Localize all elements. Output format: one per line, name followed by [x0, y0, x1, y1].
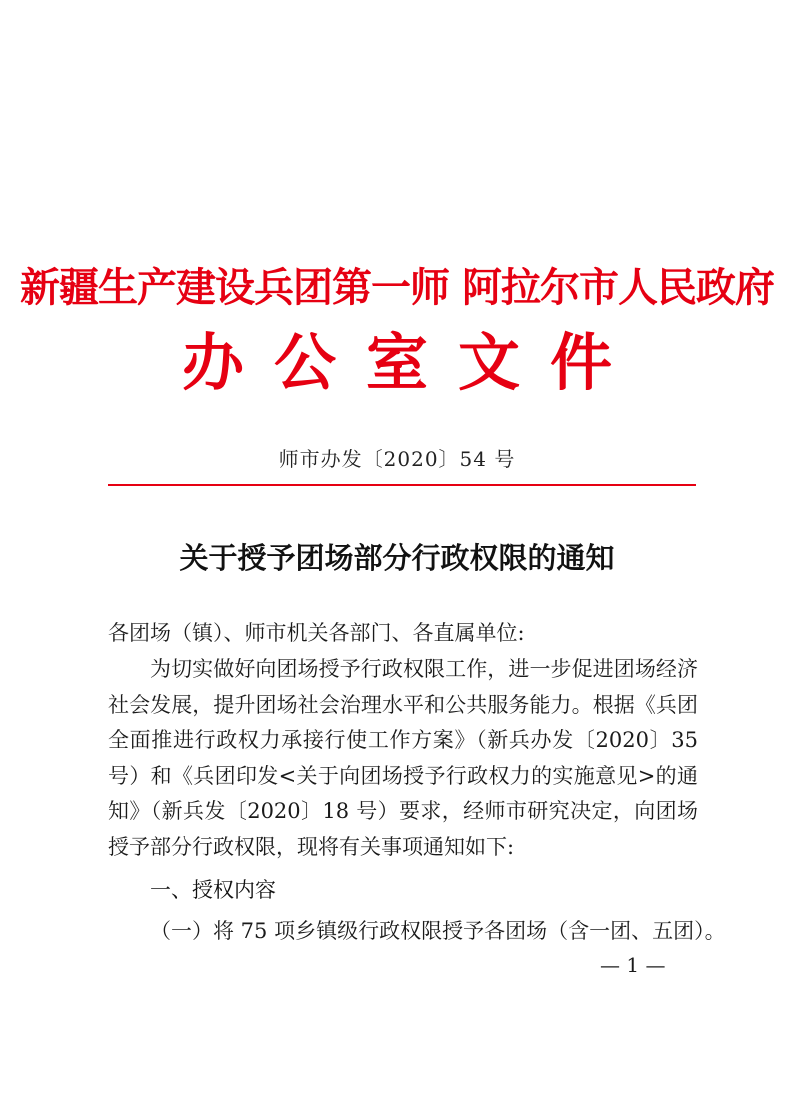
page-number: — 1 —: [600, 953, 666, 977]
document-number: 师市办发〔2020〕54 号: [278, 447, 516, 471]
salutation: 各团场（镇）、师市机关各部门、各直属单位:: [108, 621, 525, 645]
section-heading: 一、授权内容: [150, 878, 276, 902]
list-item: （一）将 75 项乡镇级行政权限授予各团场（含一团、五团）。: [150, 919, 726, 943]
red-separator-line: [108, 484, 696, 486]
body-paragraph: 为切实做好向团场授予行政权限工作，进一步促进团场经济社会发展，提升团场社会治理水平和公共服务能力。根据《兵团全面推进行政权力承接行使工作方案》（新兵办发〔2020〕35 号）和《兵团印发<关于向团场授予行政权力的实施意见>的通知》（新兵发〔2020〕18 号）要求，经师市研究决定，向团场授予部分行政权限，现将有关事项通知如下:: [108, 657, 698, 859]
document-type-heading: 办公室文件: [181, 326, 642, 399]
notice-title: 关于授予团场部分行政权限的通知: [179, 541, 615, 575]
issuing-authority-heading: 新疆生产建设兵团第一师 阿拉尔市人民政府: [20, 265, 774, 311]
